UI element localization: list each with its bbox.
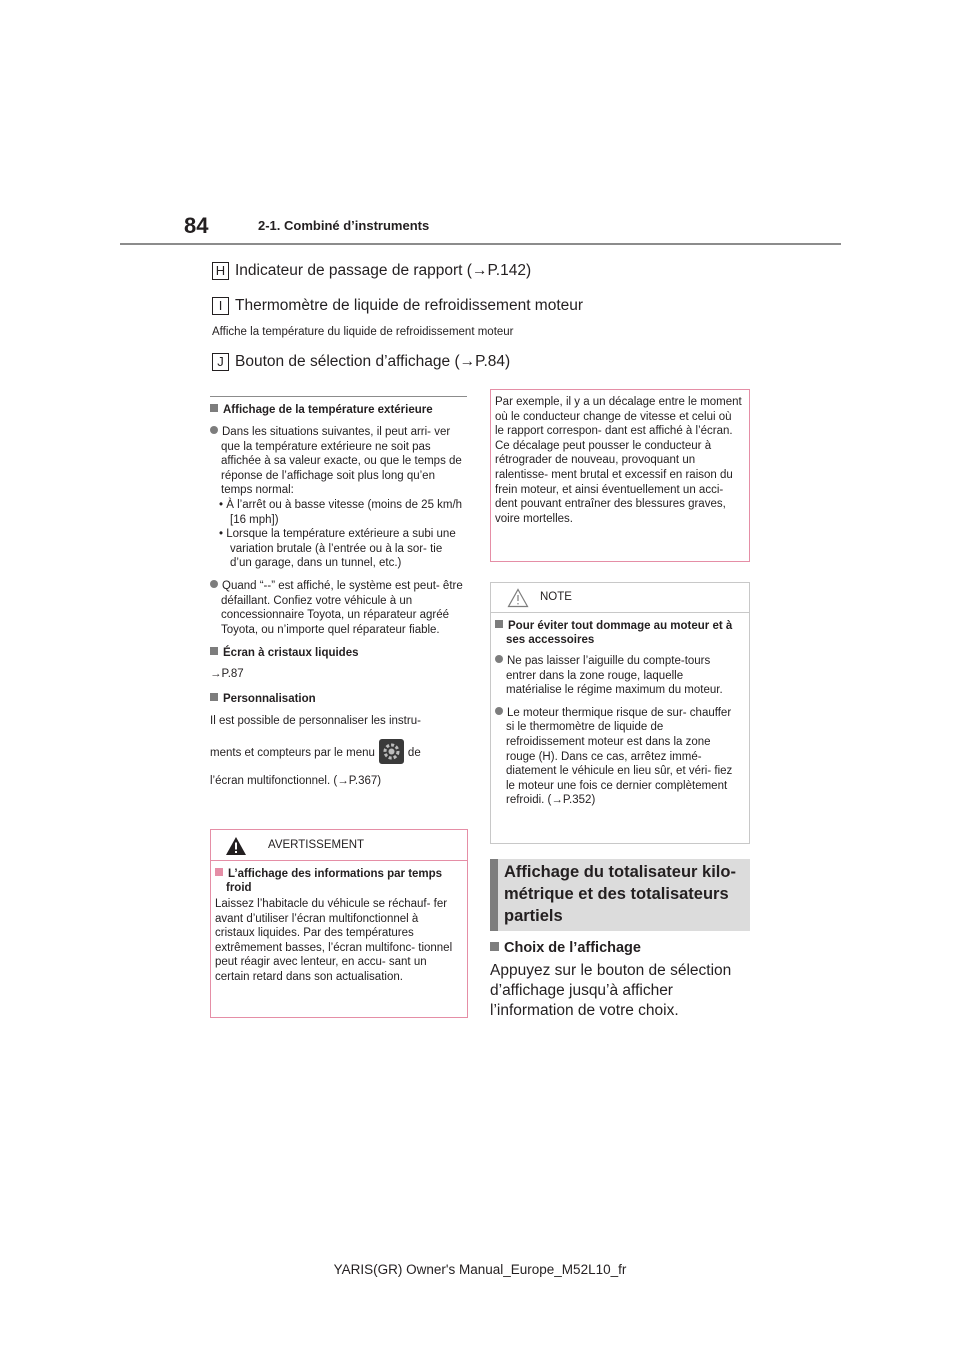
square-bullet-icon xyxy=(490,942,499,951)
warning-body: Laissez l’habitacle du véhicule se réchauf- fer avant d’utiliser l’écran multifonctionnel à cristaux liquides. Par des températures extrêmement basses, l’écran multifonc- tionnel peut réagir avec lenteur, en accu- sant un certain retard dans son actualisation. xyxy=(215,898,453,983)
continued-warning-box xyxy=(490,389,750,562)
temp-heading: Affichage de la température extérieure xyxy=(210,403,467,417)
round-bullet-icon xyxy=(495,707,503,715)
continued-warning-text: Par exemple, il y a un décalage entre le moment où le conducteur change de vitesse et celui où le rapport correspon- dant est affiché à l’écran. Ce décalage peut pousser le conducteur à rétrograder de nouveau, provoquant un ralentisse- ment brutal et excessif en raison du frein moteur, et ainsi éventuellement un acci- dent pouvant entraîner des blessures graves, voire mortelles. xyxy=(495,396,742,525)
left-rule xyxy=(210,396,467,397)
section-heading: Affichage du totalisateur kilo- métrique et des totalisateurs partiels xyxy=(504,863,736,925)
section-title: 2-1. Combiné d’instruments xyxy=(258,218,430,233)
item-j xyxy=(212,352,510,372)
square-bullet-icon xyxy=(210,404,218,412)
gear-icon xyxy=(379,739,404,764)
page-number: 84 xyxy=(184,213,209,238)
note-header xyxy=(491,583,749,613)
temp-sub-1: • À l’arrêt ou à basse vitesse (moins de 25 km/h [16 mph]) xyxy=(219,498,463,526)
item-h xyxy=(212,261,531,281)
perso-line-1: Il est possible de personnaliser les instru- xyxy=(210,714,421,727)
square-bullet-icon xyxy=(210,693,218,701)
round-bullet-icon xyxy=(495,655,503,663)
note-bullet-2: Le moteur thermique risque de sur- chauffer si le thermomètre de liquide de refroidissement moteur est dans la zone rouge (H). Dans ce cas, arrêtez immé- diatement le véhicule en lieu sûr, et véri- fiez le moteur une fois ce dernier complètement refroidi. (→P.352) xyxy=(495,706,741,808)
lcd-heading: Écran à cristaux liquides xyxy=(210,646,467,660)
item-j-text: Bouton de sélection d’affichage (→P.84) xyxy=(235,353,511,370)
warning-box xyxy=(210,829,468,1018)
letter-j-label: J xyxy=(212,353,229,371)
choice-body: Appuyez sur le bouton de sélection d’affichage jusqu’à afficher l’information de votre choix. xyxy=(490,962,732,1019)
round-bullet-icon xyxy=(210,426,218,434)
perso-line-3: l’écran multifonctionnel. (→P.367) xyxy=(210,774,382,787)
warning-triangle-icon xyxy=(225,836,247,856)
warning-heading: L’affichage des informations par temps froid xyxy=(215,867,459,895)
left-column xyxy=(210,396,467,788)
letter-h-label: H xyxy=(212,262,229,280)
square-bullet-icon xyxy=(495,620,503,628)
perso-heading: Personnalisation xyxy=(210,692,467,706)
perso-line-2: ments et compteurs par le menu de xyxy=(210,739,467,764)
round-bullet-icon xyxy=(210,580,218,588)
footer-manual-id: YARIS(GR) Owner's Manual_Europe_M52L10_fr xyxy=(333,1262,627,1277)
square-bullet-icon xyxy=(210,647,218,655)
note-title: NOTE xyxy=(540,591,572,603)
square-bullet-icon xyxy=(215,868,223,876)
temp-bullet-1: Dans les situations suivantes, il peut arri- ver que la température extérieure ne soit pas affichée à sa valeur exacte, ou que le temps de réponse de l’affichage soit plus long qu’en temps normal: xyxy=(210,425,467,498)
note-bullet-1: Ne pas laisser l’aiguille du compte-tours entrer dans la zone rouge, laquelle matérialise le régime maximum du moteur. xyxy=(495,654,741,698)
item-i-text: Thermomètre de liquide de refroidissement moteur xyxy=(235,297,584,314)
section-heading-accent xyxy=(490,859,498,931)
header-divider xyxy=(120,243,841,245)
note-heading: Pour éviter tout dommage au moteur et à ses accessoires xyxy=(495,619,741,647)
item-i-description: Affiche la température du liquide de refroidissement moteur xyxy=(212,326,514,338)
warning-title: AVERTISSEMENT xyxy=(268,839,365,851)
choice-heading: Choix de l’affichage xyxy=(490,939,750,957)
temp-bullet-2: Quand “--” est affiché, le système est peut- être défaillant. Confiez votre véhicule à un concessionnaire Toyota, un réparateur agréé Toyota, ou n’importe quel réparateur fiable. xyxy=(210,579,467,637)
temp-sub-2: • Lorsque la température extérieure a subi une variation brutale (à l’entrée ou à la sor- tie d’un garage, dans un tunnel, etc.) xyxy=(219,528,456,570)
item-h-text: Indicateur de passage de rapport (→P.142) xyxy=(235,262,532,279)
item-i xyxy=(212,296,583,316)
note-box xyxy=(490,582,750,844)
caution-triangle-icon xyxy=(507,588,529,608)
letter-i-label: I xyxy=(212,297,229,315)
warning-header xyxy=(211,830,467,861)
lcd-reference: →P.87 xyxy=(210,668,244,681)
